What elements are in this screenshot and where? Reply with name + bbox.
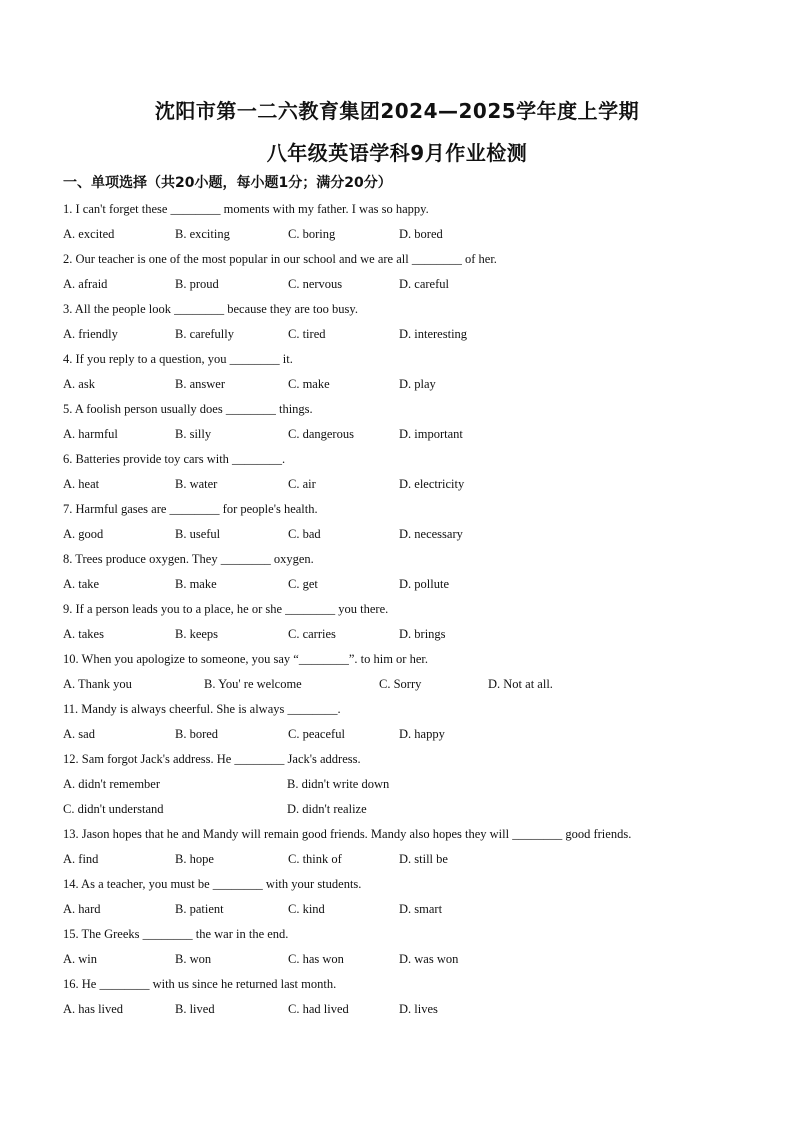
answer-option: D. necessary xyxy=(399,527,463,541)
question-stem: 1. I can't forget these ________ moments with my father. I was so happy. xyxy=(63,202,429,216)
section-heading: 一、单项选择（共20小题，每小题1分；满分20分） xyxy=(63,175,392,191)
answer-option: C. carries xyxy=(288,627,336,641)
answer-option: C. nervous xyxy=(288,277,343,291)
answer-option: C. had lived xyxy=(288,1002,349,1016)
answer-option: B. won xyxy=(175,952,212,966)
answer-option: D. electricity xyxy=(399,477,465,491)
answer-option: A. friendly xyxy=(63,327,118,341)
question-stem: 3. All the people look ________ because they are too busy. xyxy=(63,302,358,316)
answer-option: A. excited xyxy=(63,227,115,241)
answer-option: C. Sorry xyxy=(379,677,422,691)
option-row xyxy=(63,797,743,822)
answer-option: B. exciting xyxy=(175,227,230,241)
answer-option: B. useful xyxy=(175,527,221,541)
question-stem: 5. A foolish person usually does ________ things. xyxy=(63,402,313,416)
answer-option: C. air xyxy=(288,477,316,491)
answer-option: C. think of xyxy=(288,852,342,866)
answer-option: B. proud xyxy=(175,277,219,291)
answer-option: B. didn't write down xyxy=(287,777,390,791)
answer-option: B. lived xyxy=(175,1002,215,1016)
option-row xyxy=(63,272,743,297)
answer-option: D. play xyxy=(399,377,436,391)
question-stem: 12. Sam forgot Jack's address. He ________ Jack's address. xyxy=(63,752,361,766)
document-subtitle: 八年级英语学科9月作业检测 xyxy=(266,141,528,165)
question-stem: 10. When you apologize to someone, you say “________”. to him or her. xyxy=(63,652,428,666)
answer-option: C. boring xyxy=(288,227,336,241)
question-stem: 11. Mandy is always cheerful. She is always ________. xyxy=(63,702,341,716)
answer-option: A. good xyxy=(63,527,104,541)
answer-option: D. smart xyxy=(399,902,443,916)
option-row xyxy=(63,847,743,872)
answer-option: B. silly xyxy=(175,427,212,441)
answer-option: A. takes xyxy=(63,627,104,641)
answer-option: A. win xyxy=(63,952,98,966)
question-stem: 15. The Greeks ________ the war in the end. xyxy=(63,927,289,941)
question-stem: 16. He ________ with us since he returned last month. xyxy=(63,977,337,991)
option-row xyxy=(63,772,743,797)
question-list xyxy=(63,197,743,1022)
answer-option: B. hope xyxy=(175,852,214,866)
answer-option: C. kind xyxy=(288,902,325,916)
question-stem: 13. Jason hopes that he and Mandy will remain good friends. Mandy also hopes they will ________ good friends. xyxy=(63,827,632,841)
answer-option: D. Not at all. xyxy=(488,677,553,691)
document-title: 沈阳市第一二六教育集团2024—2025学年度上学期 xyxy=(154,99,640,123)
answer-option: D. still be xyxy=(399,852,448,866)
option-row xyxy=(63,897,743,922)
answer-option: A. sad xyxy=(63,727,95,741)
answer-option: D. pollute xyxy=(399,577,449,591)
answer-option: B. answer xyxy=(175,377,225,391)
answer-option: C. has won xyxy=(288,952,344,966)
question-stem: 7. Harmful gases are ________ for people's health. xyxy=(63,502,318,516)
question-stem: 4. If you reply to a question, you ________ it. xyxy=(63,352,293,366)
option-row xyxy=(63,572,743,597)
answer-option: B. make xyxy=(175,577,217,591)
answer-option: C. get xyxy=(288,577,318,591)
answer-option: B. patient xyxy=(175,902,224,916)
option-row xyxy=(63,372,743,397)
answer-option: D. brings xyxy=(399,627,446,641)
answer-option: B. keeps xyxy=(175,627,219,641)
answer-option: A. hard xyxy=(63,902,101,916)
option-row xyxy=(63,422,743,447)
question-stem: 9. If a person leads you to a place, he or she ________ you there. xyxy=(63,602,389,616)
option-row xyxy=(63,622,743,647)
answer-option: C. bad xyxy=(288,527,321,541)
answer-option: A. didn't remember xyxy=(63,777,161,791)
answer-option: A. Thank you xyxy=(63,677,132,691)
answer-option: B. carefully xyxy=(175,327,235,341)
option-row xyxy=(63,522,743,547)
answer-option: B. bored xyxy=(175,727,219,741)
answer-option: D. interesting xyxy=(399,327,468,341)
answer-option: A. ask xyxy=(63,377,95,391)
answer-option: A. harmful xyxy=(63,427,118,441)
answer-option: D. careful xyxy=(399,277,449,291)
question-stem: 14. As a teacher, you must be ________ with your students. xyxy=(63,877,362,891)
answer-option: C. didn't understand xyxy=(63,802,164,816)
option-row xyxy=(63,947,743,972)
option-row xyxy=(63,722,743,747)
answer-option: B. You' re welcome xyxy=(204,677,302,691)
question-stem: 8. Trees produce oxygen. They ________ oxygen. xyxy=(63,552,314,566)
answer-option: B. water xyxy=(175,477,218,491)
answer-option: C. tired xyxy=(288,327,326,341)
option-row xyxy=(63,472,743,497)
option-row xyxy=(63,322,743,347)
option-row xyxy=(63,997,743,1022)
question-stem: 2. Our teacher is one of the most popular in our school and we are all ________ of her. xyxy=(63,252,497,266)
option-row xyxy=(63,222,743,247)
answer-option: D. happy xyxy=(399,727,445,741)
answer-option: A. take xyxy=(63,577,100,591)
answer-option: D. was won xyxy=(399,952,459,966)
answer-option: A. heat xyxy=(63,477,100,491)
answer-option: D. lives xyxy=(399,1002,438,1016)
answer-option: C. make xyxy=(288,377,330,391)
answer-option: D. didn't realize xyxy=(287,802,367,816)
answer-option: C. dangerous xyxy=(288,427,354,441)
option-row xyxy=(63,672,743,697)
answer-option: A. has lived xyxy=(63,1002,124,1016)
answer-option: A. afraid xyxy=(63,277,108,291)
answer-option: D. important xyxy=(399,427,463,441)
answer-option: A. find xyxy=(63,852,99,866)
answer-option: D. bored xyxy=(399,227,443,241)
question-stem: 6. Batteries provide toy cars with ________. xyxy=(63,452,286,466)
answer-option: C. peaceful xyxy=(288,727,345,741)
